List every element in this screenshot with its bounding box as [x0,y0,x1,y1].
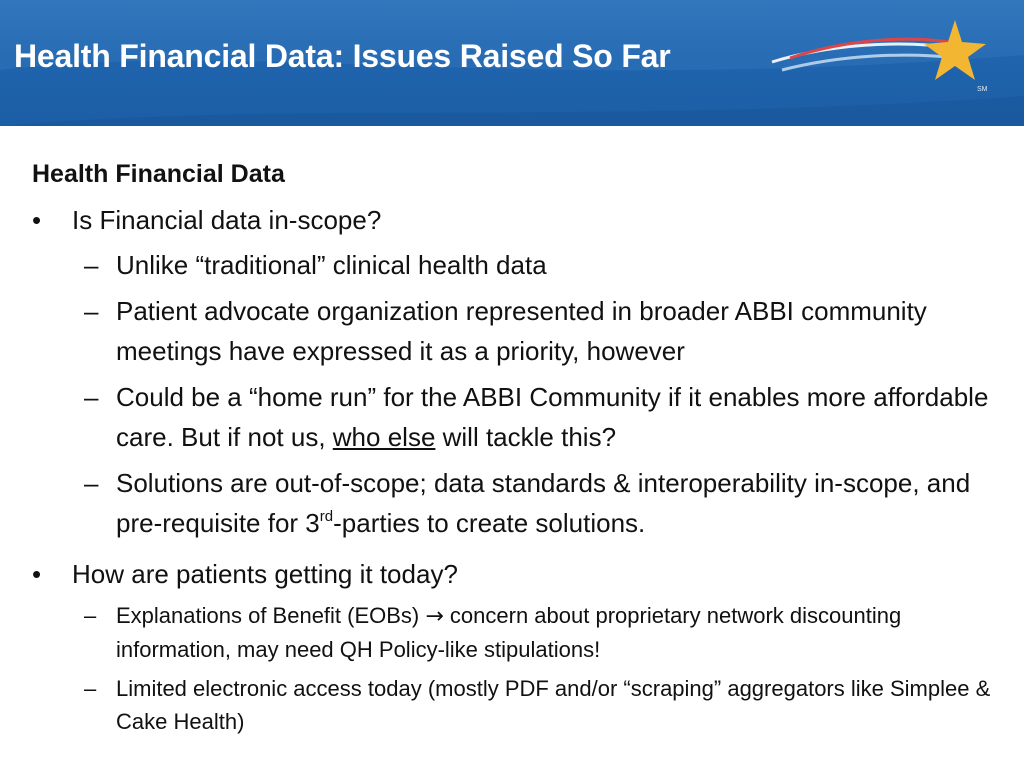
title-banner [0,0,1024,126]
dash-marker: – [84,382,99,412]
sub-bullet-text-end: concern about proprietary network discounting information, may need QH Policy-like stipulations! [116,603,902,662]
bullet-dot: • [32,559,42,589]
sub-bullet-text: Could be a “home run” for the ABBI Community if it enables more affordable care. But if not us, [116,382,989,452]
service-mark: SM [977,86,988,93]
underlined-emphasis: who else [332,422,436,452]
dash-marker: – [84,603,97,628]
right-arrow-icon: → [425,604,444,629]
bullet-dot: • [32,205,42,235]
section-heading: Health Financial Data [32,160,285,188]
ordinal-superscript: rd [319,508,334,525]
banner-dark-wave [0,96,1024,126]
sub-bullet-patient-advocate [32,291,992,371]
bullet-financial-scope [32,200,992,240]
dash-marker: – [84,676,97,701]
bullet-text: How are patients getting it today? [72,559,458,589]
dash-marker: – [84,250,99,280]
sub-bullet-solutions-scope [32,463,992,548]
sub-bullet-text: Limited electronic access today (mostly PDF and/or “scraping” aggregators like Simplee & Cake Health) [116,676,991,734]
slide-content [32,154,992,744]
dash-marker: – [84,468,99,498]
dash-marker: – [84,296,99,326]
sub-bullet-text: Patient advocate organization represented in broader ABBI community meetings have expressed it as a priority, however [116,296,927,366]
sub-bullet-home-run [32,377,992,457]
sub-bullet-traditional-data [32,245,992,285]
slide-title: Health Financial Data: Issues Raised So Far [14,38,671,74]
bullet-text: Is Financial data in-scope? [72,205,382,235]
sub-bullet-text: Explanations of Benefit (EOBs) [116,603,426,628]
sub-bullet-electronic-access [32,672,992,738]
sub-bullet-eobs [32,599,992,666]
sub-bullet-text: Unlike “traditional” clinical health data [116,250,547,280]
sub-bullet-text: Solutions are out-of-scope; data standards & interoperability in-scope, and pre-requisite for 3 [116,468,971,538]
sub-bullet-text-end: will tackle this? [435,422,617,452]
sub-bullet-text-end: -parties to create solutions. [333,508,646,538]
bullet-patient-access [32,554,992,594]
